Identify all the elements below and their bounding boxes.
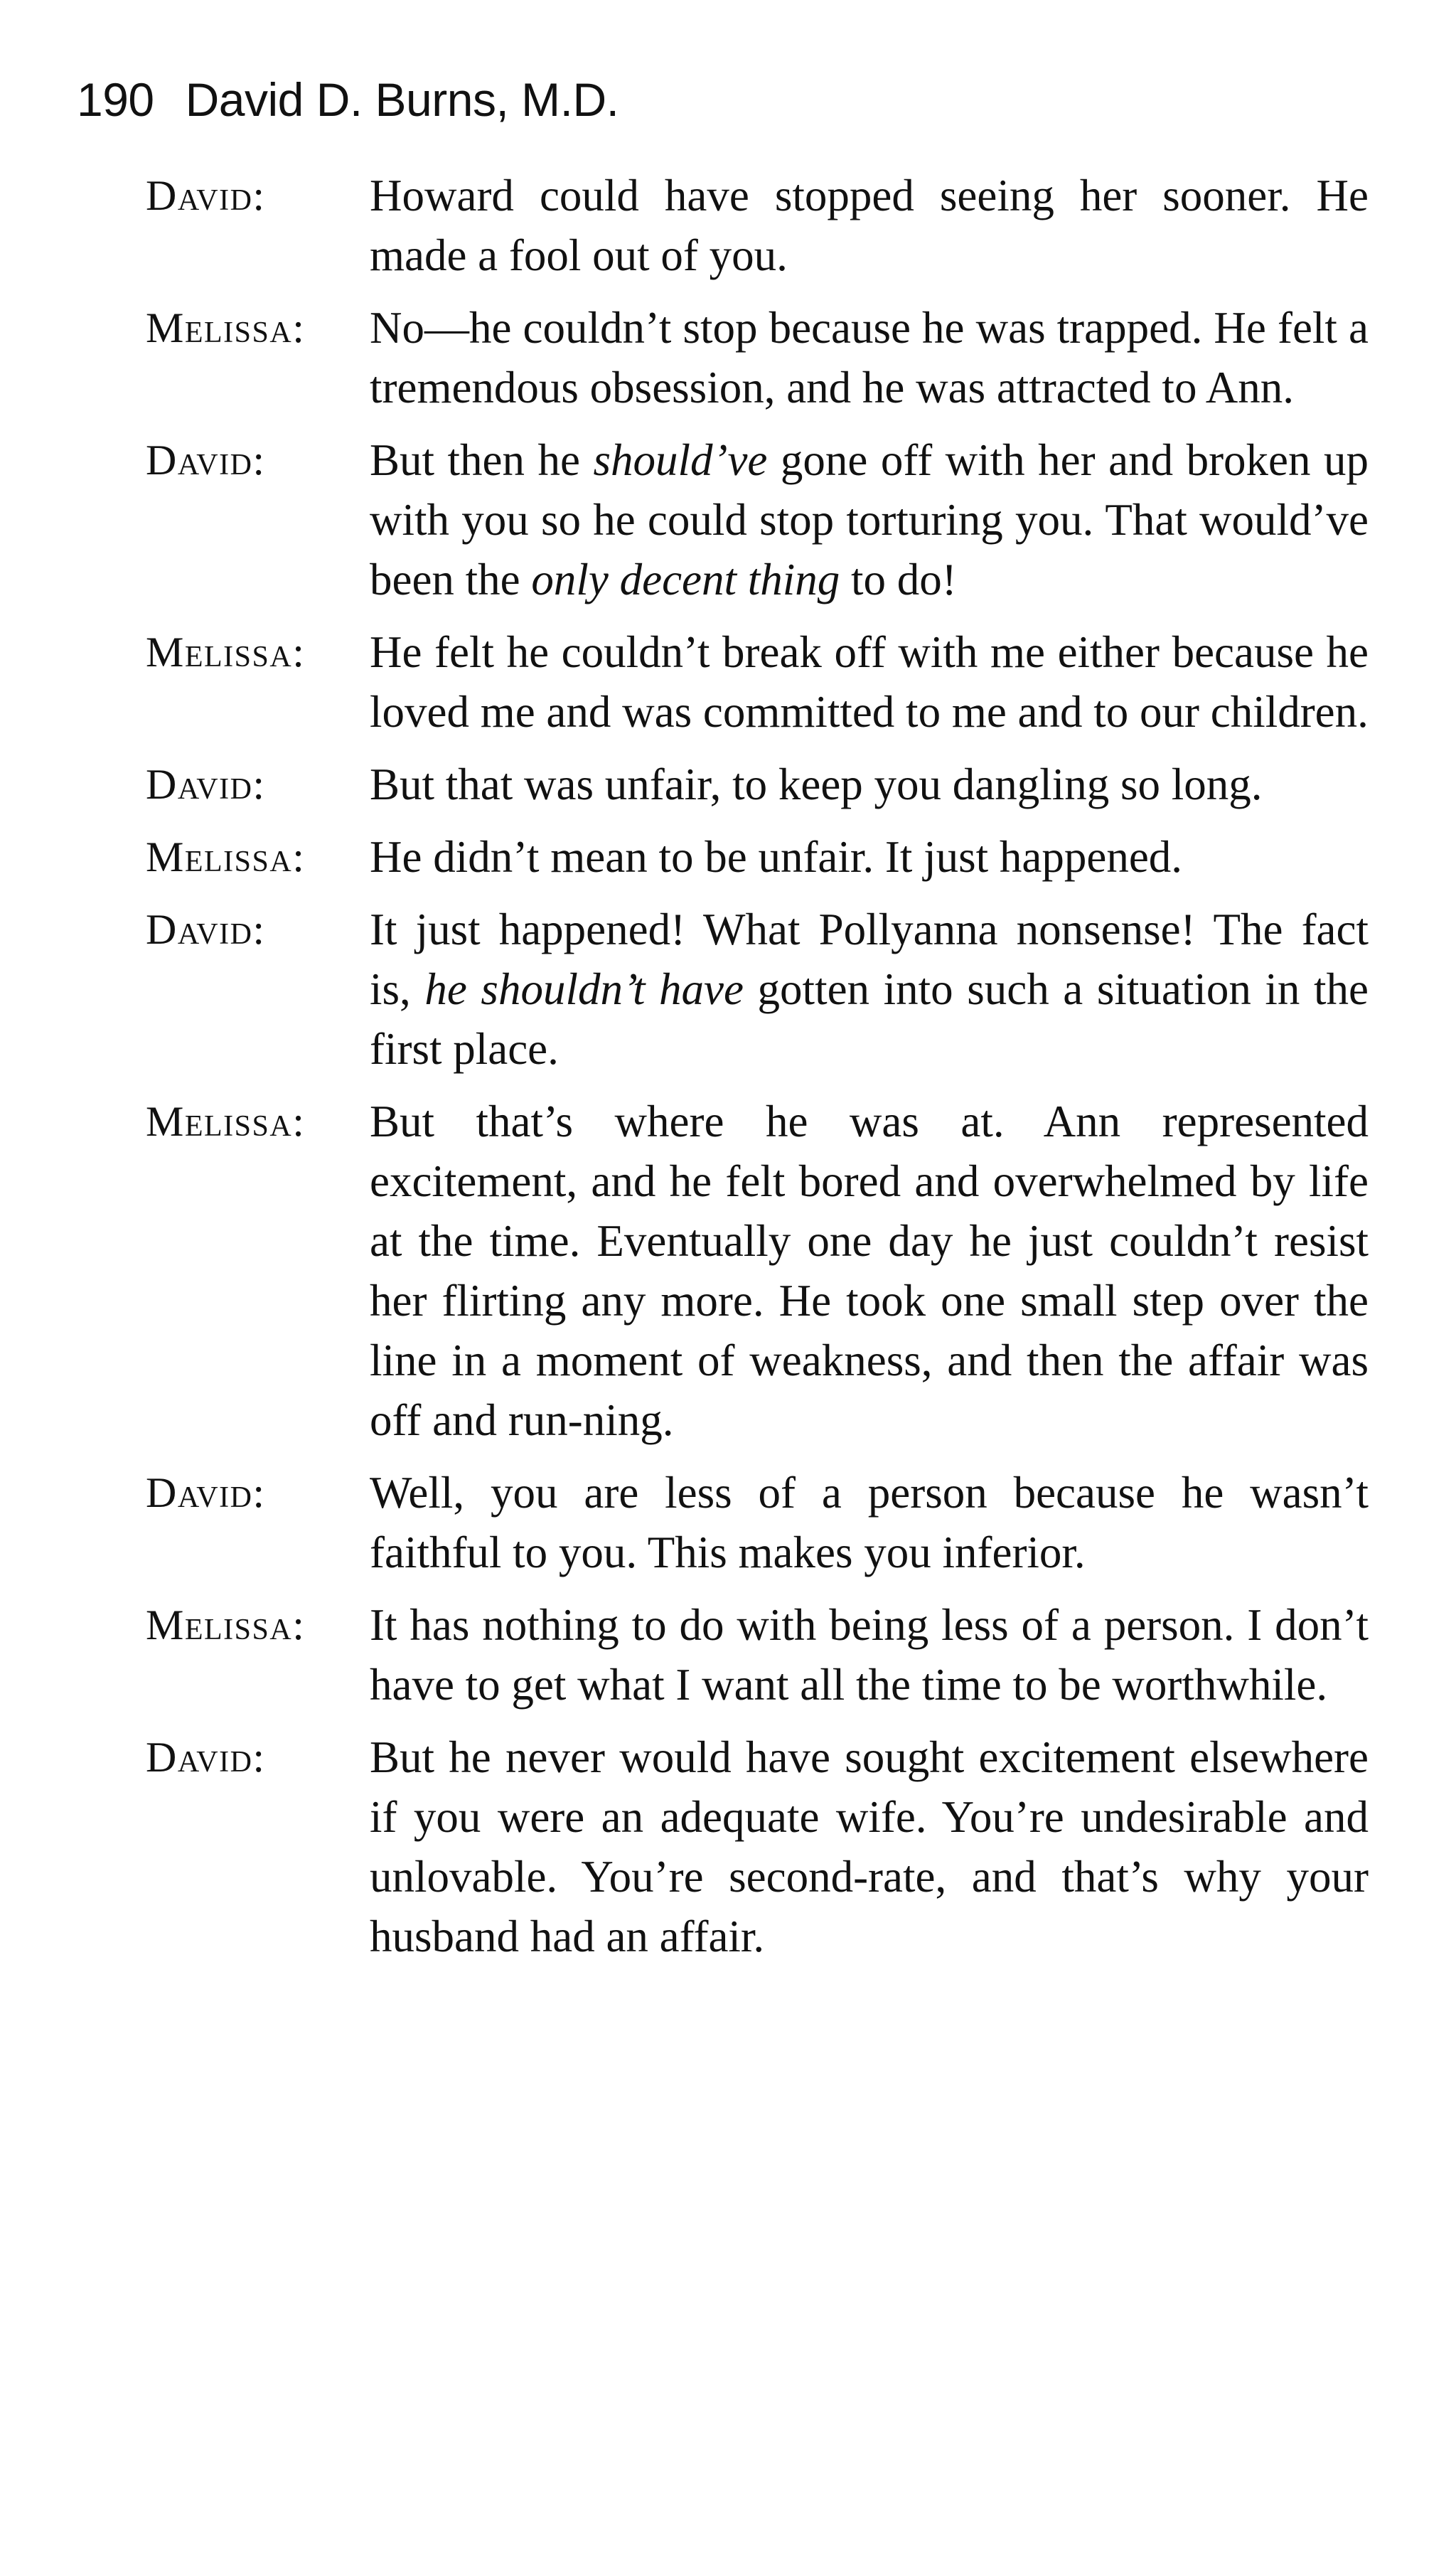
speech-text — [370, 1595, 1369, 1715]
speech-segment: It has nothing to do with being less of a person. I don’t have to get what I want all the time to be worthwhile. — [370, 1600, 1369, 1710]
dialogue-turn — [146, 755, 1369, 814]
speaker-label: Melissa: — [146, 833, 306, 880]
speaker-label: Melissa: — [146, 1098, 306, 1145]
speech-segment: He didn’t mean to be unfair. It just happened. — [370, 832, 1183, 882]
dialogue-turn — [146, 900, 1369, 1079]
dialogue-turn — [146, 430, 1369, 609]
speaker-label: David: — [146, 906, 266, 953]
speech-text — [370, 827, 1369, 887]
speech-text — [370, 430, 1369, 609]
speaker-label: Melissa: — [146, 1601, 306, 1648]
speech-segment: But then he — [370, 435, 594, 485]
speech-segment: He felt he couldn’t break off with me either because he loved me and was committed to me and to our children. — [370, 627, 1369, 737]
speech-text — [370, 755, 1369, 814]
speech-segment: gotten into such a situation in the first place. — [370, 964, 1369, 1074]
speaker-label: David: — [146, 1469, 266, 1516]
speech-segment: But he never would have sought excitement elsewhere if you were an adequate wife. You’re undesirable and unlovable. You’re second-rate, and that’s why your husband had an affair. — [370, 1732, 1369, 1961]
speech-segment: No—he couldn’t stop because he was trapped. He felt a tremendous obsession, and he was attracted to Ann. — [370, 303, 1369, 412]
speech-text — [370, 622, 1369, 742]
speaker-label: Melissa: — [146, 304, 306, 351]
speech-segment: But that was unfair, to keep you dangling so long. — [370, 759, 1263, 809]
dialogue-turn — [146, 1092, 1369, 1450]
speech-emphasis: he shouldn’t have — [424, 964, 744, 1014]
dialogue-turn — [146, 1463, 1369, 1582]
speech-segment: gone off with her and broken up with you so he could stop torturing you. That would’ve been the — [370, 435, 1369, 604]
dialogue-turn — [146, 1727, 1369, 1966]
dialogue-turn — [146, 166, 1369, 285]
running-head-author: David D. Burns, M.D. — [185, 73, 619, 126]
speech-text — [370, 1463, 1369, 1582]
speech-emphasis: should’ve — [593, 435, 768, 485]
speaker-label: David: — [146, 1734, 266, 1781]
dialogue-turn — [146, 622, 1369, 742]
speaker-label: David: — [146, 761, 266, 808]
speech-segment: But that’s where he was at. Ann represented excitement, and he felt bored and overwhelmed by life at the time. Eventually one day he just couldn’t resist her flirting any more. He took one small step over the line in a moment of weakness, and then the affair was off and run-ning. — [370, 1097, 1369, 1445]
speaker-label: Melissa: — [146, 629, 306, 676]
speech-text — [370, 166, 1369, 285]
running-head — [77, 71, 619, 128]
speech-segment: Howard could have stopped seeing her sooner. He made a fool out of you. — [370, 171, 1369, 280]
speech-text — [370, 1727, 1369, 1966]
speech-text — [370, 900, 1369, 1079]
speaker-label: David: — [146, 437, 266, 484]
dialogue-turn — [146, 298, 1369, 417]
speech-segment: to do! — [840, 555, 957, 604]
speech-text — [370, 1092, 1369, 1450]
speech-segment: It just happened! What Pollyanna nonsense! The fact is, — [370, 905, 1369, 1014]
dialogue — [146, 166, 1369, 1979]
speech-segment: Well, you are less of a person because he wasn’t faithful to you. This makes you inferior. — [370, 1468, 1369, 1577]
speaker-label: David: — [146, 172, 266, 219]
dialogue-turn — [146, 827, 1369, 887]
dialogue-turn — [146, 1595, 1369, 1715]
speech-emphasis: only decent thing — [531, 555, 840, 604]
page-number: 190 — [77, 73, 154, 126]
speech-text — [370, 298, 1369, 417]
